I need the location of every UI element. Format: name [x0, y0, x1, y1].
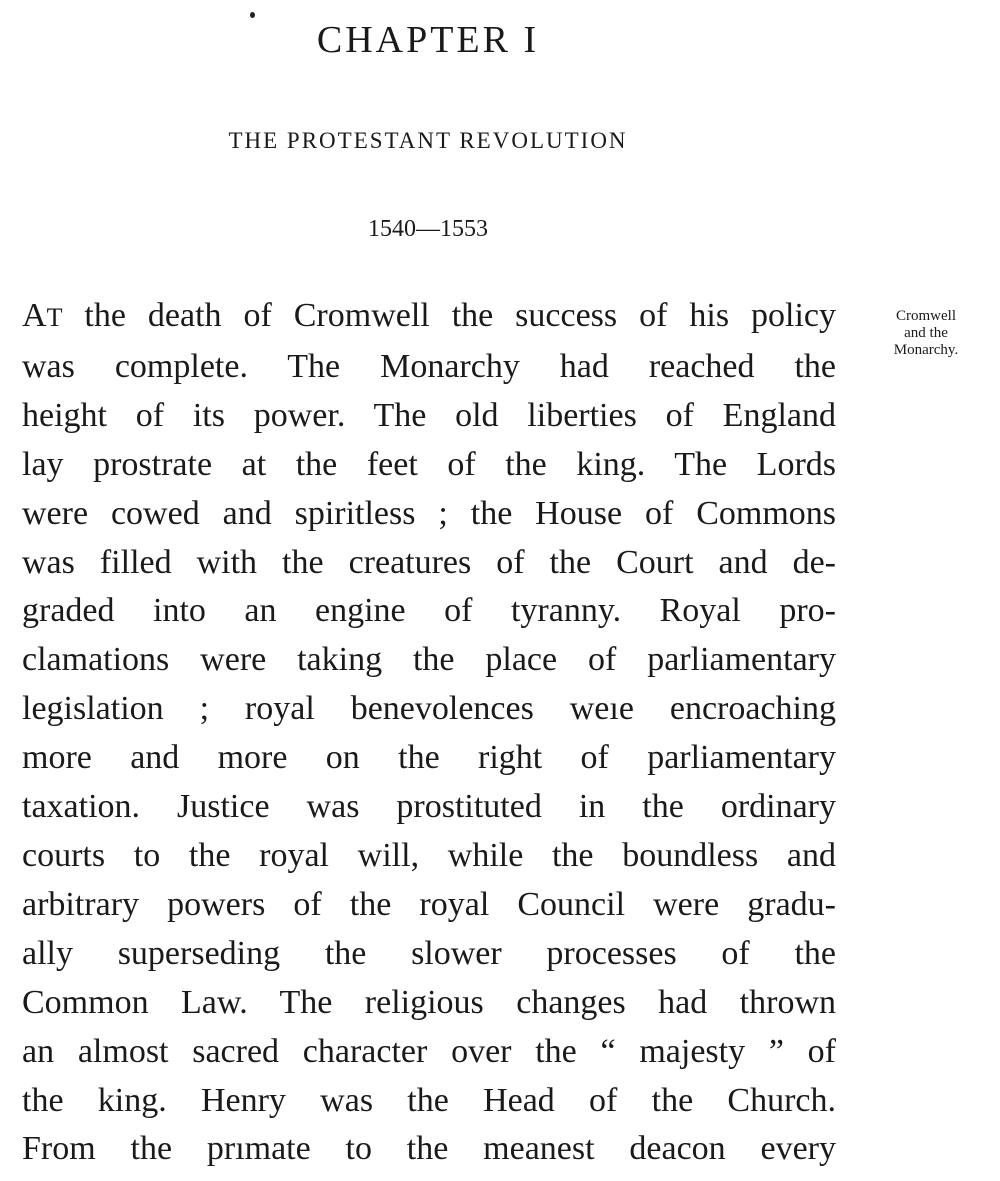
text-line: the king. Henry was the Head of the Church.: [22, 1081, 836, 1119]
text-line: height of its power. The old liberties of England: [22, 396, 836, 434]
text-line: legislation ; royal benevolences weıe encroaching: [22, 690, 836, 728]
text-line: lay prostrate at the feet of the king. The Lords: [22, 445, 836, 483]
text-line: courts to the royal will, while the boundless and: [22, 836, 836, 874]
marginal-note: [856, 308, 996, 359]
text-line: an almost sacred character over the “ majesty ” of: [22, 1032, 836, 1070]
drop-initial: A: [22, 297, 47, 334]
marginal-note-line: and the: [904, 325, 948, 341]
text-line: were cowed and spiritless ; the House of Commons: [22, 494, 836, 532]
body-paragraph: [22, 292, 836, 1174]
text-line: arbitrary powers of the royal Council were gradu-: [22, 885, 836, 923]
section-title: THE PROTESTANT REVOLUTION: [228, 128, 628, 153]
text-line: was complete. The Monarchy had reached the: [22, 347, 836, 385]
chapter-heading: CHAPTER I: [316, 19, 540, 61]
text-line: was filled with the creatures of the Court and de-: [22, 543, 836, 581]
marginal-note-line: Monarchy.: [893, 342, 959, 358]
text-line: Common Law. The religious changes had thrown: [22, 983, 836, 1021]
text-line-rest: the death of Cromwell the success of his policy: [62, 297, 836, 334]
text-line: ally superseding the slower processes of the: [22, 934, 836, 972]
text-line: From the prımate to the meanest deacon every: [22, 1130, 836, 1168]
text-line: [22, 292, 836, 343]
text-line: graded into an engine of tyranny. Royal pro-: [22, 592, 836, 630]
text-line: more and more on the right of parliamentary: [22, 739, 836, 777]
text-line: clamations were taking the place of parliamentary: [22, 641, 836, 679]
date-range: 1540—1553: [368, 216, 488, 242]
marginal-note-line: Cromwell: [896, 308, 956, 324]
text-line: taxation. Justice was prostituted in the ordinary: [22, 788, 836, 826]
small-capital: T: [46, 303, 63, 332]
